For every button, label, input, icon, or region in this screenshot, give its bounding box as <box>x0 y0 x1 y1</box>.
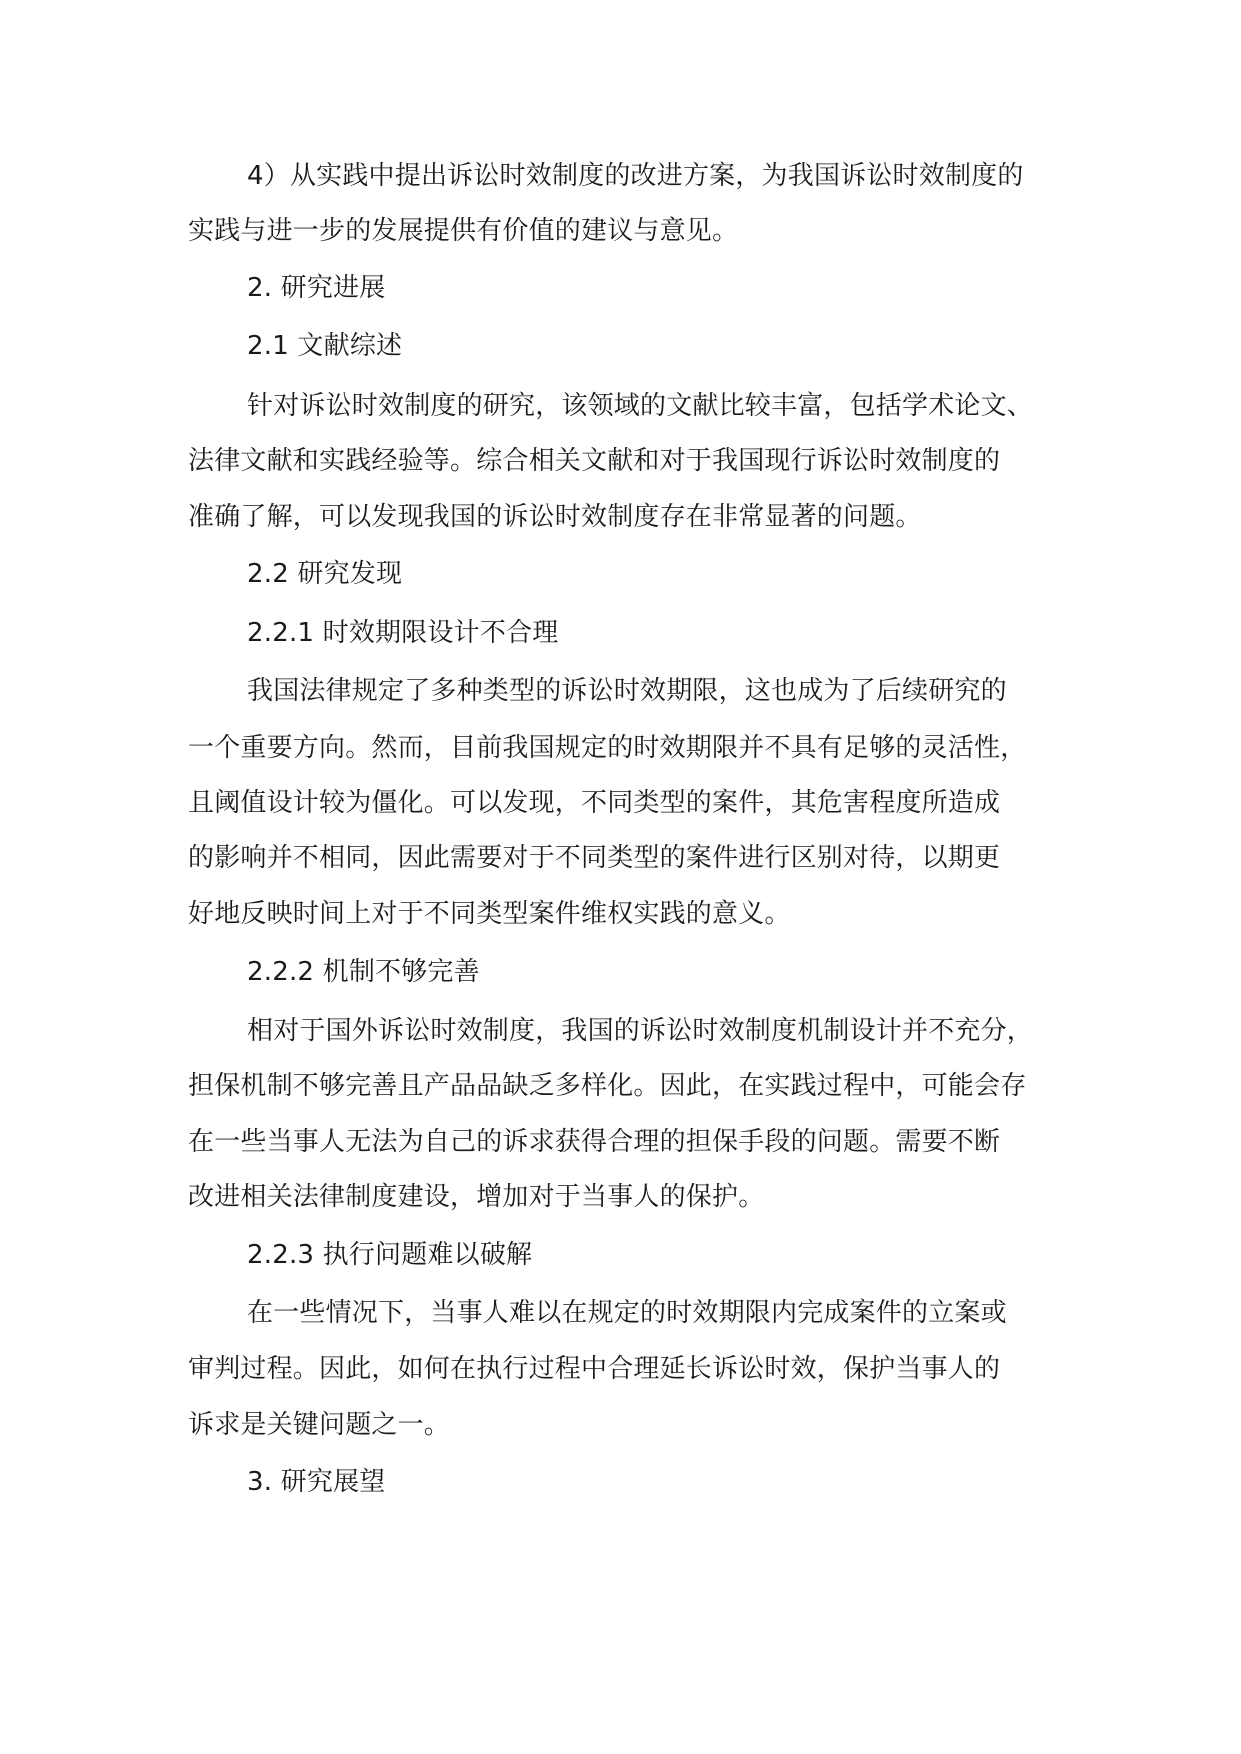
body-text-line: 我国法律规定了多种类型的诉讼时效期限，这也成为了后续研究的 <box>247 676 1007 706</box>
body-text-line: 实践与进一步的发展提供有价值的建议与意见。 <box>188 216 739 246</box>
subsubsection-heading: 2.2.1 时效期限设计不合理 <box>247 618 559 648</box>
body-text-line: 好地反映时间上对于不同类型案件维权实践的意义。 <box>188 899 791 929</box>
body-text-line: 的影响并不相同，因此需要对于不同类型的案件进行区别对待，以期更 <box>188 843 1001 873</box>
body-text-line: 担保机制不够完善且产品品缺乏多样化。因此，在实践过程中，可能会存 <box>188 1071 1027 1101</box>
section-heading: 2. 研究进展 <box>247 273 386 303</box>
subsubsection-heading: 2.2.3 执行问题难以破解 <box>247 1240 533 1270</box>
subsection-heading: 2.2 研究发现 <box>247 559 403 589</box>
body-text-line: 准确了解，可以发现我国的诉讼时效制度存在非常显著的问题。 <box>188 502 922 532</box>
body-text-line: 诉求是关键问题之一。 <box>188 1410 451 1440</box>
body-text-line: 审判过程。因此，如何在执行过程中合理延长诉讼时效，保护当事人的 <box>188 1354 1001 1384</box>
body-text-line: 针对诉讼时效制度的研究，该领域的文献比较丰富，包括学术论文、 <box>247 391 1034 421</box>
body-text-line: 相对于国外诉讼时效制度，我国的诉讼时效制度机制设计并不充分， <box>247 1016 1034 1046</box>
section-heading: 3. 研究展望 <box>247 1467 386 1497</box>
body-text-line: 在一些情况下，当事人难以在规定的时效期限内完成案件的立案或 <box>247 1298 1007 1328</box>
body-text-line: 改进相关法律制度建设，增加对于当事人的保护。 <box>188 1182 765 1212</box>
subsection-heading: 2.1 文献综述 <box>247 331 403 361</box>
body-text-line: 在一些当事人无法为自己的诉求获得合理的担保手段的问题。需要不断 <box>188 1127 1001 1157</box>
body-text-line: 法律文献和实践经验等。综合相关文献和对于我国现行诉讼时效制度的 <box>188 446 1001 476</box>
body-text-line: 4）从实践中提出诉讼时效制度的改进方案，为我国诉讼时效制度的 <box>247 161 1024 191</box>
body-text-line: 且阈值设计较为僵化。可以发现，不同类型的案件，其危害程度所造成 <box>188 788 1001 818</box>
body-text-line: 一个重要方向。然而，目前我国规定的时效期限并不具有足够的灵活性， <box>188 733 1027 763</box>
subsubsection-heading: 2.2.2 机制不够完善 <box>247 957 480 987</box>
